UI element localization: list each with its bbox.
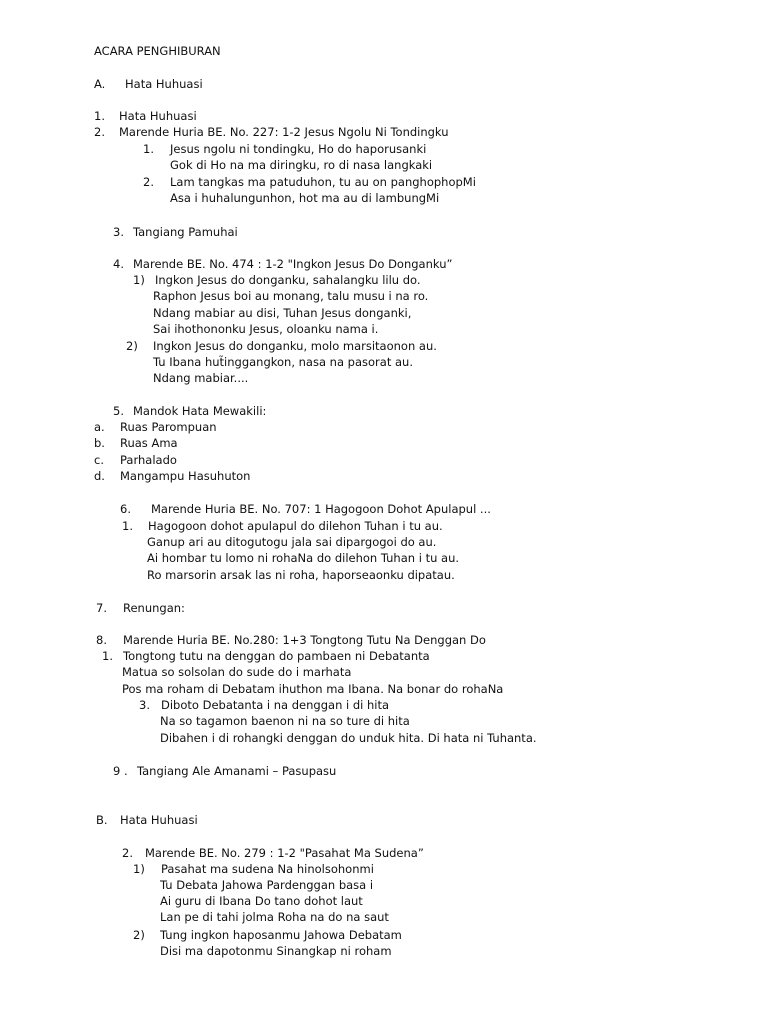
item-5-sub-c-text: Parhalado bbox=[120, 453, 177, 467]
item-8-verse-3-line-1: Diboto Debatanta i na denggan i di hita bbox=[161, 698, 390, 712]
item-4-verse-1-line-2: Raphon Jesus boi au monang, talu musu i na ro. bbox=[153, 289, 429, 303]
item-7-number: 7. bbox=[96, 601, 107, 615]
item-6-verse-1-number: 1. bbox=[122, 519, 133, 533]
item-4-text: Marende BE. No. 474 : 1-2 "Ingkon Jesus Do Donganku” bbox=[133, 257, 453, 271]
item-8-verse-1-line-1: Tongtong tutu na denggan do pambaen ni Debatanta bbox=[123, 649, 430, 663]
item-b2-verse-2-line-1: Tung ingkon haposanmu Jahowa Debatam bbox=[160, 928, 402, 942]
item-6-verse-1-line-2: Ganup ari au ditogutogu jala sai dipargogoi do au. bbox=[147, 535, 437, 549]
item-b2-verse-2-line-2: Disi ma dapotonmu Sinangkap ni roham bbox=[160, 944, 392, 958]
item-b2-verse-1-number: 1) bbox=[133, 862, 145, 876]
item-5-sub-a-text: Ruas Parompuan bbox=[120, 420, 217, 434]
item-5-sub-d-marker: d. bbox=[94, 469, 105, 483]
item-5-text: Mandok Hata Mewakili: bbox=[133, 404, 267, 418]
section-a-marker: A. bbox=[94, 77, 106, 91]
item-6-verse-1-line-3: Ai hombar tu lomo ni rohaNa do dilehon Tuhan i tu au. bbox=[147, 551, 460, 565]
item-2-number: 2. bbox=[94, 125, 105, 139]
item-5-number: 5. bbox=[113, 404, 124, 418]
item-6-number: 6. bbox=[120, 502, 131, 516]
item-2-verse-1-number: 1. bbox=[143, 142, 154, 156]
item-4-verse-2-number: 2) bbox=[126, 339, 138, 353]
item-6-verse-1-line-1: Hagogoon dohot apulapul do dilehon Tuhan i tu au. bbox=[148, 519, 443, 533]
item-4-verse-2-line-2: Tu Ibana hut̃inggangkon, nasa na pasorat au. bbox=[153, 355, 413, 369]
item-2-verse-2-line-2: Asa i huhalungunhon, hot ma au di lambungMi bbox=[170, 191, 440, 205]
section-b-label: Hata Huhuasi bbox=[120, 813, 198, 827]
item-8-verse-1-line-3: Pos ma roham di Debatam ihuthon ma Ibana. Na bonar do rohaNa bbox=[122, 682, 504, 696]
item-4-verse-1-line-3: Ndang mabiar au disi, Tuhan Jesus donganki, bbox=[153, 306, 412, 320]
document-title: ACARA PENGHIBURAN bbox=[94, 44, 221, 58]
item-4-verse-2-line-1: Ingkon Jesus do donganku, molo marsitaonon au. bbox=[153, 339, 437, 353]
item-6-text: Marende Huria BE. No. 707: 1 Hagogoon Dohot Apulapul ... bbox=[151, 502, 491, 516]
item-5-sub-b-marker: b. bbox=[94, 436, 105, 450]
item-4-verse-1-number: 1) bbox=[133, 273, 145, 287]
item-1-text: Hata Huhuasi bbox=[119, 109, 197, 123]
item-5-sub-b-text: Ruas Ama bbox=[120, 436, 178, 450]
item-3-text: Tangiang Pamuhai bbox=[133, 225, 238, 239]
item-5-sub-d-text: Mangampu Hasuhuton bbox=[120, 469, 251, 483]
item-3-number: 3. bbox=[113, 225, 124, 239]
item-4-number: 4. bbox=[113, 257, 124, 271]
item-2-verse-2-line-1: Lam tangkas ma patuduhon, tu au on panghophopMi bbox=[170, 175, 476, 189]
item-8-verse-1-number: 1. bbox=[102, 649, 113, 663]
section-a-label: Hata Huhuasi bbox=[125, 77, 203, 91]
item-4-verse-1-line-1: Ingkon Jesus do donganku, sahalangku lilu do. bbox=[155, 273, 421, 287]
item-b2-verse-1-line-3: Ai guru di Ibana Do tano dohot laut bbox=[160, 894, 363, 908]
item-6-verse-1-line-4: Ro marsorin arsak las ni roha, haporseaonku dipatau. bbox=[147, 568, 455, 582]
item-2-verse-2-number: 2. bbox=[143, 175, 154, 189]
item-b2-number: 2. bbox=[122, 846, 133, 860]
item-b2-verse-1-line-2: Tu Debata Jahowa Pardenggan basa i bbox=[160, 878, 374, 892]
item-1-number: 1. bbox=[94, 109, 105, 123]
item-4-verse-2-line-3: Ndang mabiar.... bbox=[153, 371, 249, 385]
item-8-verse-3-number: 3. bbox=[139, 698, 150, 712]
item-8-verse-3-line-2: Na so tagamon baenon ni na so ture di hita bbox=[160, 714, 410, 728]
item-8-number: 8. bbox=[96, 633, 107, 647]
item-9-number: 9 . bbox=[113, 764, 128, 778]
item-4-verse-1-line-4: Sai ihothononku Jesus, oloanku nama i. bbox=[153, 322, 379, 336]
item-9-text: Tangiang Ale Amanami – Pasupasu bbox=[137, 764, 337, 778]
item-b2-verse-1-line-1: Pasahat ma sudena Na hinolsohonmi bbox=[161, 862, 374, 876]
item-2-text: Marende Huria BE. No. 227: 1-2 Jesus Ngolu Ni Tondingku bbox=[119, 125, 449, 139]
item-8-text: Marende Huria BE. No.280: 1+3 Tongtong Tutu Na Denggan Do bbox=[123, 633, 486, 647]
section-b-marker: B. bbox=[96, 813, 108, 827]
item-b2-text: Marende BE. No. 279 : 1-2 "Pasahat Ma Sudena” bbox=[145, 846, 424, 860]
item-5-sub-a-marker: a. bbox=[94, 420, 105, 434]
item-2-verse-1-line-2: Gok di Ho na ma diringku, ro di nasa langkaki bbox=[170, 158, 433, 172]
item-7-text: Renungan: bbox=[123, 601, 185, 615]
item-8-verse-1-line-2: Matua so solsolan do sude do i marhata bbox=[122, 665, 352, 679]
item-5-sub-c-marker: c. bbox=[94, 453, 104, 467]
item-b2-verse-2-number: 2) bbox=[133, 928, 145, 942]
item-b2-verse-1-line-4: Lan pe di tahi jolma Roha na do na saut bbox=[160, 910, 389, 924]
item-2-verse-1-line-1: Jesus ngolu ni tondingku, Ho do haporusanki bbox=[170, 142, 427, 156]
item-8-verse-3-line-3: Dibahen i di rohangki denggan do unduk hita. Di hata ni Tuhanta. bbox=[160, 731, 537, 745]
